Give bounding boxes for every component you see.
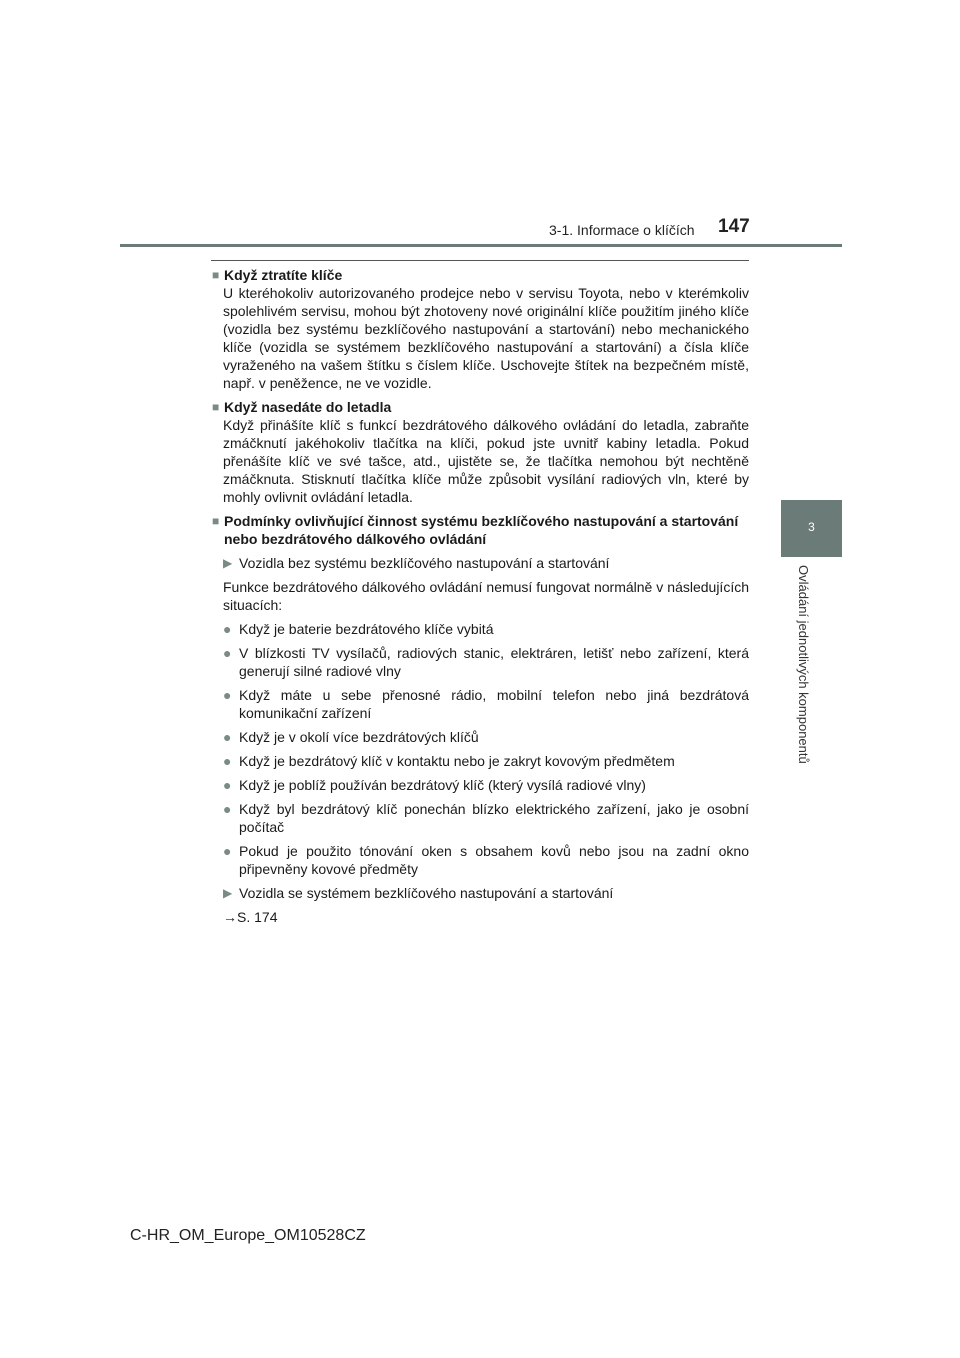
- list-item-text: Když je v okolí více bezdrátových klíčů: [239, 729, 479, 745]
- section-title: Když nasedáte do letadla: [224, 399, 392, 415]
- subheading-with-keyless: [211, 884, 749, 902]
- circle-bullet-icon: ●: [223, 777, 232, 793]
- section-body: Když přinášíte klíč s funkcí bezdrátového dálkového ovládání do letadla, zabraňte zmáčknutí jakéhokoliv tlačítka na klíči, pokud jste uvnitř kabiny letadla. Pokud přenášíte klíč ve své tašce, atd., ujistěte se, že tlačítka nemohou být nechtěně zmáčknuta. Stisknutí tlačítka klíče může způsobit vysílání radiových vln, které by mohly ovlivnit ovládání letadla.: [223, 417, 749, 505]
- page-content: [211, 262, 749, 926]
- list-item-text: Když je poblíž používán bezdrátový klíč (který vysílá radiové vlny): [239, 777, 646, 793]
- section-airplane: [211, 398, 749, 506]
- page-number: 147: [718, 216, 750, 237]
- section-conditions: [211, 512, 749, 926]
- list-item: [211, 800, 749, 836]
- list-item-text: Když je bezdrátový klíč v kontaktu nebo je zakryt kovovým předmětem: [239, 753, 675, 769]
- list-item-text: Když máte u sebe přenosné rádio, mobilní telefon nebo jiná bezdrátová komunikační zařízení: [239, 687, 749, 721]
- header-section-title: 3-1. Informace o klíčích: [549, 222, 695, 238]
- section-body: U kteréhokoliv autorizovaného prodejce nebo v servisu Toyota, nebo v kterémkoliv spolehlivém servisu, mohou být zhotoveny nové originální klíče použitím jiného klíče (vozidla bez systému bezklíčového nastupování a startování) nebo mechanického klíče (vozidla se systémem bezklíčového nastupování a startování) a čísla klíče vyraženého na vašem štítku s číslem klíče. Uschovejte štítek na bezpečném místě, např. v peněžence, ne ve vozidle.: [223, 285, 749, 391]
- triangle-right-icon: ▶: [223, 556, 233, 570]
- section-heading: [211, 266, 749, 284]
- subheading-text: Vozidla bez systému bezklíčového nastupování a startování: [239, 555, 610, 571]
- list-item-text: V blízkosti TV vysílačů, radiových stanic, elektráren, letišť nebo zařízení, která generují silné radiové vlny: [239, 645, 749, 679]
- list-item: [211, 644, 749, 680]
- section-title: Když ztratíte klíče: [224, 267, 343, 283]
- section-heading: [211, 398, 749, 416]
- circle-bullet-icon: ●: [223, 645, 232, 661]
- list-item: [211, 620, 749, 638]
- conditions-intro: Funkce bezdrátového dálkového ovládání nemusí fungovat normálně v následujících situacích:: [223, 579, 749, 613]
- square-bullet-icon: ■: [212, 268, 220, 282]
- list-item: [211, 728, 749, 746]
- circle-bullet-icon: ●: [223, 687, 232, 703]
- list-item-text: Když je baterie bezdrátového klíče vybitá: [239, 621, 494, 637]
- list-item: [211, 752, 749, 770]
- side-tab-number: 3: [781, 500, 842, 557]
- section-heading: [211, 512, 749, 548]
- circle-bullet-icon: ●: [223, 843, 232, 859]
- header-rule: [120, 244, 842, 247]
- square-bullet-icon: ■: [212, 400, 220, 414]
- page-reference-link[interactable]: →S. 174: [223, 909, 278, 925]
- section-title: Podmínky ovlivňující činnost systému bezklíčového nastupování a startování nebo bezdrátového dálkového ovládání: [224, 513, 739, 547]
- circle-bullet-icon: ●: [223, 801, 232, 817]
- document-code-footer: C-HR_OM_Europe_OM10528CZ: [130, 1227, 366, 1244]
- subheading-without-keyless: [211, 554, 749, 572]
- square-bullet-icon: ■: [212, 514, 220, 528]
- list-item-text: Když byl bezdrátový klíč ponechán blízko elektrického zařízení, jako je osobní počítač: [239, 801, 749, 835]
- circle-bullet-icon: ●: [223, 621, 232, 637]
- circle-bullet-icon: ●: [223, 729, 232, 745]
- circle-bullet-icon: ●: [223, 753, 232, 769]
- content-top-rule: [211, 260, 749, 261]
- triangle-right-icon: ▶: [223, 886, 233, 900]
- side-tab-label: Ovládání jednotlivých komponentů: [796, 565, 811, 764]
- list-item: [211, 686, 749, 722]
- list-item: [211, 842, 749, 878]
- list-item: [211, 776, 749, 794]
- section-lost-keys: [211, 266, 749, 392]
- subheading-text: Vozidla se systémem bezklíčového nastupování a startování: [239, 885, 614, 901]
- list-item-text: Pokud je použito tónování oken s obsahem kovů nebo jsou na zadní okno připevněny kovové předměty: [239, 843, 749, 877]
